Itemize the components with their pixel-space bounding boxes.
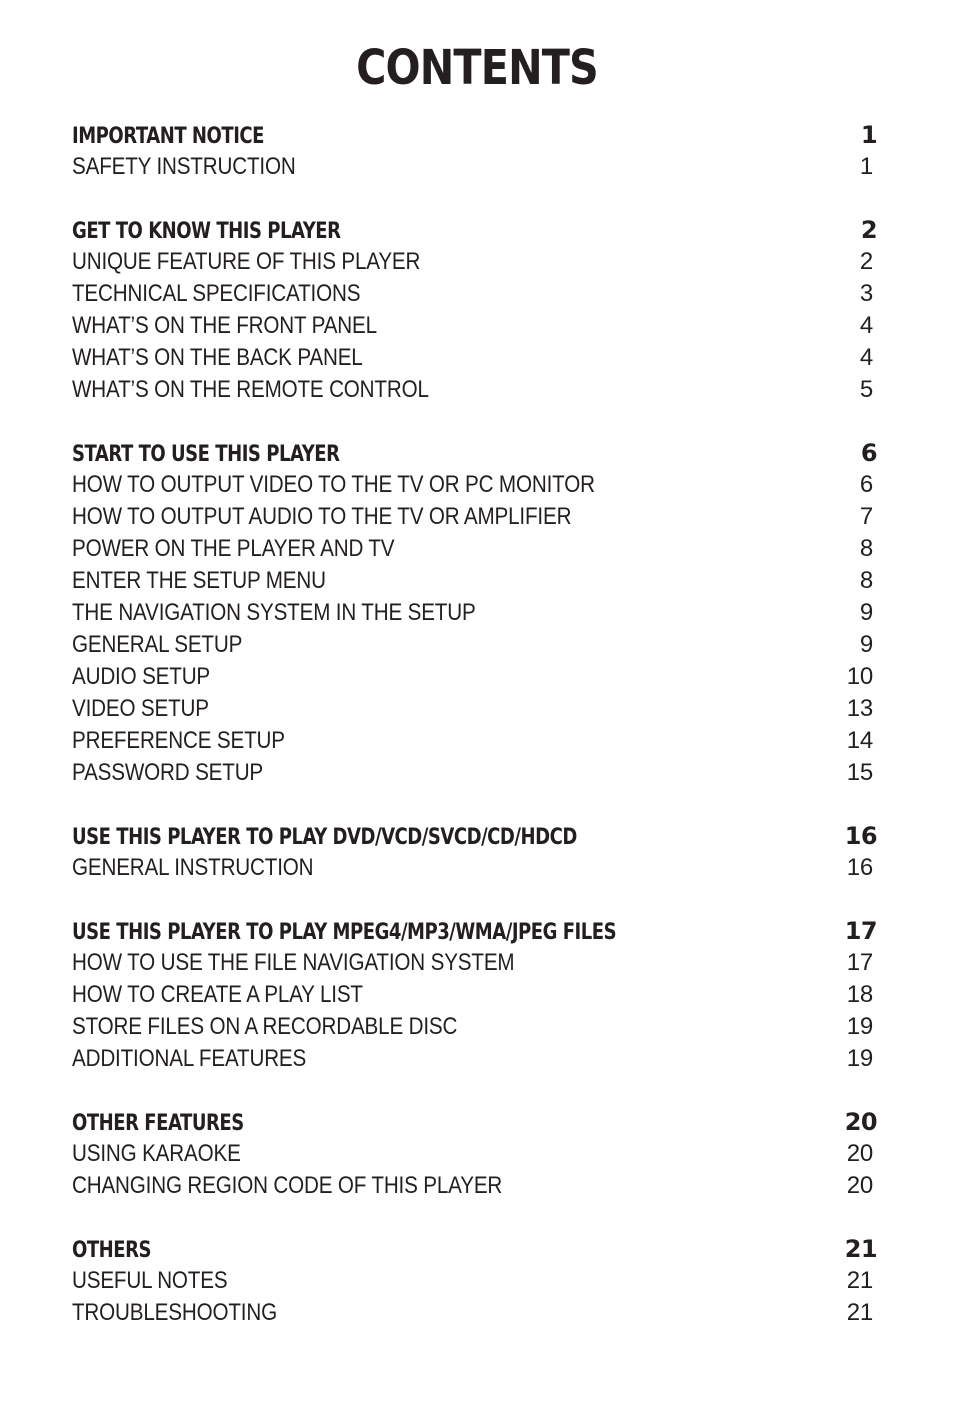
toc-entry-label: PREFERENCE SETUP xyxy=(72,727,285,754)
toc-entry xyxy=(72,246,877,278)
toc-entry-page: 4 xyxy=(859,344,873,371)
toc-entry xyxy=(72,501,877,533)
toc-entry-page: 14 xyxy=(846,727,873,754)
toc-heading-page: 20 xyxy=(844,1108,877,1136)
toc-heading-page: 2 xyxy=(860,216,877,244)
toc-entry-label: WHAT’S ON THE BACK PANEL xyxy=(72,344,363,371)
toc-entry xyxy=(72,1043,877,1075)
toc-entry-page: 6 xyxy=(859,471,873,498)
toc-section-play-dvd xyxy=(72,820,877,884)
toc-heading xyxy=(72,437,877,469)
toc-section-start-to-use xyxy=(72,437,877,789)
toc-entry-page: 8 xyxy=(859,567,873,594)
toc-entry xyxy=(72,310,877,342)
toc-entry-page: 15 xyxy=(846,759,873,786)
toc-heading xyxy=(72,915,877,947)
toc-entry-label: WHAT’S ON THE FRONT PANEL xyxy=(72,312,377,339)
toc-entry xyxy=(72,1138,877,1170)
toc-entry xyxy=(72,342,877,374)
toc-heading-label: IMPORTANT NOTICE xyxy=(72,124,264,149)
toc-heading-page: 6 xyxy=(860,439,877,467)
toc-entry-page: 17 xyxy=(846,949,873,976)
toc-entry-label: ADDITIONAL FEATURES xyxy=(72,1045,307,1072)
toc-entry xyxy=(72,693,877,725)
toc-entry-label: AUDIO SETUP xyxy=(72,663,211,690)
toc-entry xyxy=(72,1011,877,1043)
toc-entry-page: 9 xyxy=(859,599,873,626)
toc-entry-label: TECHNICAL SPECIFICATIONS xyxy=(72,280,361,307)
toc-heading-label: OTHERS xyxy=(72,1238,152,1263)
toc-entry-label: ENTER THE SETUP MENU xyxy=(72,567,326,594)
toc-entry-page: 5 xyxy=(859,376,873,403)
toc-entry xyxy=(72,1170,877,1202)
toc-section-get-to-know xyxy=(72,214,877,406)
toc-heading xyxy=(72,214,877,246)
toc-heading xyxy=(72,1106,877,1138)
toc-entry-page: 16 xyxy=(846,854,873,881)
toc-entry-page: 9 xyxy=(859,631,873,658)
toc-heading-page: 21 xyxy=(844,1235,877,1263)
toc-heading xyxy=(72,820,877,852)
toc-entry-label: CHANGING REGION CODE OF THIS PLAYER xyxy=(72,1172,503,1199)
page-title: CONTENTS xyxy=(356,40,598,96)
toc-entry xyxy=(72,278,877,310)
toc-entry-page: 3 xyxy=(859,280,873,307)
toc-entry-page: 8 xyxy=(859,535,873,562)
toc-entry-page: 20 xyxy=(846,1140,873,1167)
toc-entry-label: THE NAVIGATION SYSTEM IN THE SETUP xyxy=(72,599,476,626)
toc-section-play-mpeg4 xyxy=(72,915,877,1075)
toc-heading-label: USE THIS PLAYER TO PLAY DVD/VCD/SVCD/CD/HDCD xyxy=(72,825,577,850)
toc-entry xyxy=(72,725,877,757)
toc-section-important-notice xyxy=(72,119,877,183)
toc-heading-page: 17 xyxy=(844,917,877,945)
toc-entry-label: SAFETY INSTRUCTION xyxy=(72,153,296,180)
toc-heading-label: USE THIS PLAYER TO PLAY MPEG4/MP3/WMA/JPEG FILES xyxy=(72,920,617,945)
toc-heading-label: START TO USE THIS PLAYER xyxy=(72,442,340,467)
toc-entry xyxy=(72,1297,877,1329)
toc-entry-page: 1 xyxy=(859,153,873,180)
toc-heading-page: 1 xyxy=(860,121,877,149)
toc-entry xyxy=(72,757,877,789)
toc-entry xyxy=(72,151,877,183)
toc-entry-page: 7 xyxy=(859,503,873,530)
toc-entry-label: HOW TO OUTPUT VIDEO TO THE TV OR PC MONITOR xyxy=(72,471,595,498)
toc-entry-page: 18 xyxy=(846,981,873,1008)
toc-entry-page: 20 xyxy=(846,1172,873,1199)
toc-entry xyxy=(72,597,877,629)
toc-entry xyxy=(72,979,877,1011)
toc-entry-label: HOW TO OUTPUT AUDIO TO THE TV OR AMPLIFIER xyxy=(72,503,572,530)
toc-entry-label: VIDEO SETUP xyxy=(72,695,209,722)
toc-heading xyxy=(72,1233,877,1265)
toc-entry xyxy=(72,629,877,661)
toc-entry xyxy=(72,374,877,406)
toc-entry xyxy=(72,661,877,693)
toc-entry-label: GENERAL SETUP xyxy=(72,631,243,658)
toc-section-others xyxy=(72,1233,877,1329)
toc-entry-label: UNIQUE FEATURE OF THIS PLAYER xyxy=(72,248,421,275)
toc-entry-label: PASSWORD SETUP xyxy=(72,759,264,786)
toc-entry xyxy=(72,565,877,597)
toc-entry xyxy=(72,1265,877,1297)
toc-entry xyxy=(72,469,877,501)
toc-section-other-features xyxy=(72,1106,877,1202)
toc-entry-label: HOW TO CREATE A PLAY LIST xyxy=(72,981,363,1008)
toc-heading xyxy=(72,119,877,151)
toc-entry-page: 10 xyxy=(846,663,873,690)
toc-entry-label: WHAT’S ON THE REMOTE CONTROL xyxy=(72,376,429,403)
toc-entry-page: 21 xyxy=(846,1299,873,1326)
toc-entry xyxy=(72,852,877,884)
toc-entry-label: USEFUL NOTES xyxy=(72,1267,228,1294)
toc-heading-page: 16 xyxy=(844,822,877,850)
toc-entry xyxy=(72,947,877,979)
table-of-contents xyxy=(72,119,877,1360)
toc-entry-label: GENERAL INSTRUCTION xyxy=(72,854,314,881)
toc-heading-label: GET TO KNOW THIS PLAYER xyxy=(72,219,341,244)
toc-entry-label: USING KARAOKE xyxy=(72,1140,241,1167)
toc-entry-page: 19 xyxy=(846,1013,873,1040)
toc-entry-page: 4 xyxy=(859,312,873,339)
toc-entry-label: STORE FILES ON A RECORDABLE DISC xyxy=(72,1013,458,1040)
toc-entry xyxy=(72,533,877,565)
toc-entry-page: 13 xyxy=(846,695,873,722)
toc-entry-label: HOW TO USE THE FILE NAVIGATION SYSTEM xyxy=(72,949,515,976)
toc-entry-page: 19 xyxy=(846,1045,873,1072)
toc-entry-label: TROUBLESHOOTING xyxy=(72,1299,278,1326)
toc-entry-label: POWER ON THE PLAYER AND TV xyxy=(72,535,395,562)
toc-heading-label: OTHER FEATURES xyxy=(72,1111,244,1136)
toc-entry-page: 2 xyxy=(859,248,873,275)
toc-entry-page: 21 xyxy=(846,1267,873,1294)
